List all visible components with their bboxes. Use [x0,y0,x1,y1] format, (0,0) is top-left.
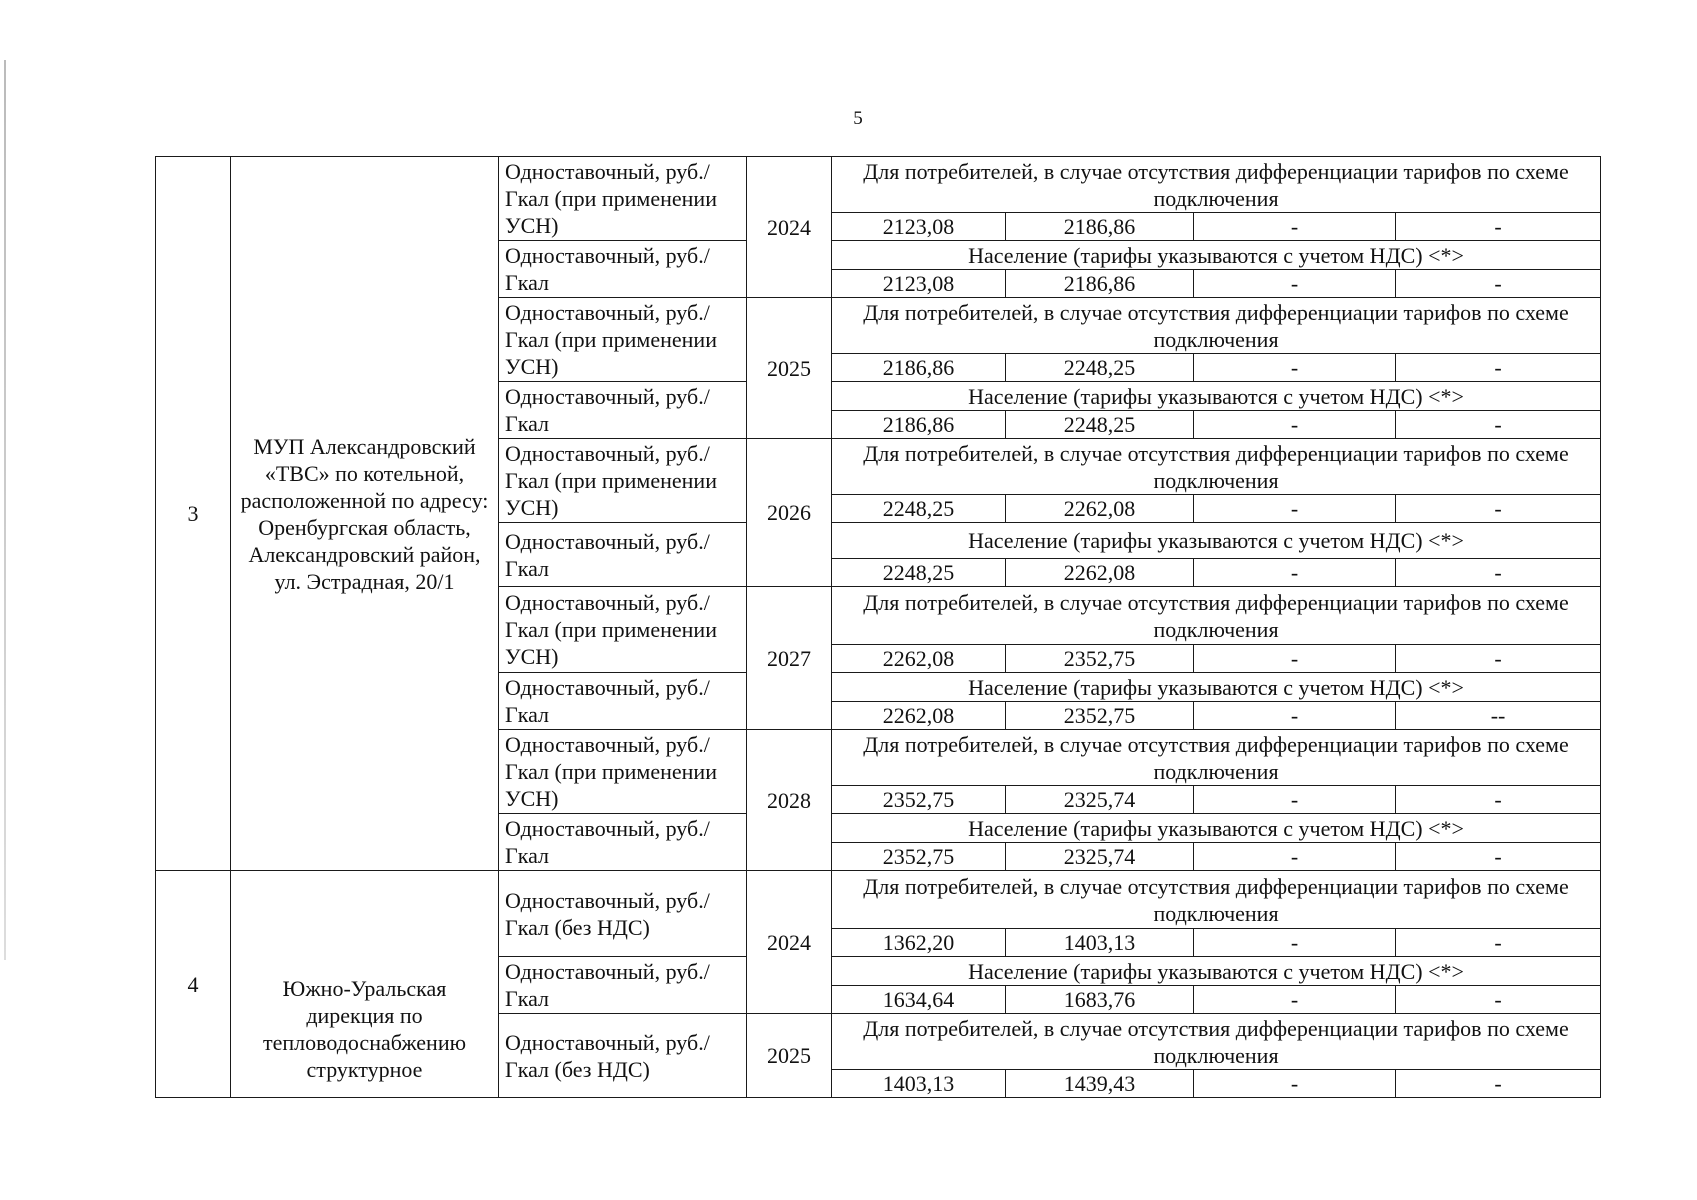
tariff-value: - [1396,645,1601,673]
tariff-value: - [1396,843,1601,871]
tariff-value: 1683,76 [1006,986,1194,1014]
tariff-value: 2262,08 [832,702,1006,730]
population-header: Население (тарифы указываются с учетом НДС) <*> [832,673,1601,702]
tariff-value: - [1396,213,1601,241]
tariff-kind: Одноставочный, руб./Гкал (при применении УСН) [499,157,747,241]
consumer-header: Для потребителей, в случае отсутствия дифференциации тарифов по схеме подключения [832,298,1601,354]
tariff-table [155,156,1601,1098]
population-header: Население (тарифы указываются с учетом НДС) <*> [832,523,1601,559]
tariff-value: 2262,08 [1006,495,1194,523]
tariff-value: 2123,08 [832,213,1006,241]
organization-name [231,871,499,1098]
consumer-header: Для потребителей, в случае отсутствия дифференциации тарифов по схеме подключения [832,157,1601,213]
tariff-value: - [1194,986,1396,1014]
tariff-kind: Одноставочный, руб./Гкал (без НДС) [499,1014,747,1098]
tariff-year: 2024 [747,157,832,298]
organization-name-text: Южно-Уральская дирекция по тепловодоснабжению структурное [262,976,467,1082]
population-header: Население (тарифы указываются с учетом НДС) <*> [832,241,1601,270]
tariff-value: - [1194,495,1396,523]
tariff-kind: Одноставочный, руб./Гкал [499,814,747,871]
tariff-value: - [1194,411,1396,439]
tariff-value: - [1194,1070,1396,1098]
tariff-year: 2024 [747,871,832,1014]
tariff-value: 2123,08 [832,270,1006,298]
tariff-value: - [1396,495,1601,523]
tariff-value: - [1194,929,1396,957]
tariff-value: -- [1396,702,1601,730]
tariff-value: - [1396,411,1601,439]
tariff-year: 2025 [747,298,832,439]
tariff-kind: Одноставочный, руб./Гкал (при применении УСН) [499,730,747,814]
tariff-value: - [1194,270,1396,298]
tariff-value: 2352,75 [832,786,1006,814]
table-row [156,157,1601,213]
tariff-kind: Одноставочный, руб./Гкал (при применении УСН) [499,439,747,523]
organization-name: МУП Александровский «ТВС» по котельной, расположенной по адресу: Оренбургская область, Александровский район, ул. Эстрадная, 20/1 [231,157,499,871]
tariff-value: - [1194,213,1396,241]
population-header: Население (тарифы указываются с учетом НДС) <*> [832,957,1601,986]
tariff-value: 2186,86 [1006,270,1194,298]
population-header: Население (тарифы указываются с учетом НДС) <*> [832,814,1601,843]
tariff-kind: Одноставочный, руб./Гкал (при применении УСН) [499,298,747,382]
tariff-value: 2352,75 [832,843,1006,871]
tariff-value: 2186,86 [1006,213,1194,241]
tariff-value: 1403,13 [1006,929,1194,957]
population-header: Население (тарифы указываются с учетом НДС) <*> [832,382,1601,411]
tariff-value: - [1194,354,1396,382]
tariff-kind: Одноставочный, руб./Гкал [499,957,747,1014]
tariff-value: - [1396,786,1601,814]
tariff-year: 2026 [747,439,832,587]
tariff-year: 2027 [747,587,832,730]
tariff-value: 1403,13 [832,1070,1006,1098]
tariff-value: 2352,75 [1006,645,1194,673]
tariff-value: - [1396,1070,1601,1098]
tariff-value: 2248,25 [1006,411,1194,439]
consumer-header: Для потребителей, в случае отсутствия дифференциации тарифов по схеме подключения [832,730,1601,786]
tariff-value: 2248,25 [1006,354,1194,382]
scan-edge [4,60,6,960]
tariff-kind: Одноставочный, руб./Гкал [499,382,747,439]
tariff-value: - [1194,843,1396,871]
tariff-kind: Одноставочный, руб./Гкал [499,523,747,587]
tariff-value: 2248,25 [832,495,1006,523]
tariff-value: - [1194,786,1396,814]
tariff-value: 2186,86 [832,354,1006,382]
consumer-header: Для потребителей, в случае отсутствия дифференциации тарифов по схеме подключения [832,439,1601,495]
tariff-value: - [1194,702,1396,730]
tariff-value: 1439,43 [1006,1070,1194,1098]
tariff-year: 2025 [747,1014,832,1098]
tariff-kind: Одноставочный, руб./Гкал (без НДС) [499,871,747,957]
consumer-header: Для потребителей, в случае отсутствия дифференциации тарифов по схеме подключения [832,1014,1601,1070]
tariff-value: 2262,08 [1006,559,1194,587]
tariff-value: - [1396,929,1601,957]
tariff-value: 1362,20 [832,929,1006,957]
tariff-value: 2186,86 [832,411,1006,439]
consumer-header: Для потребителей, в случае отсутствия дифференциации тарифов по схеме подключения [832,871,1601,929]
tariff-value: - [1194,645,1396,673]
tariff-value: 2262,08 [832,645,1006,673]
consumer-header: Для потребителей, в случае отсутствия дифференциации тарифов по схеме подключения [832,587,1601,645]
tariff-value: - [1396,270,1601,298]
entry-number: 4 [156,871,231,1098]
tariff-value: 2325,74 [1006,786,1194,814]
tariff-value: 2352,75 [1006,702,1194,730]
tariff-kind: Одноставочный, руб./Гкал [499,241,747,298]
tariff-kind: Одноставочный, руб./Гкал (при применении УСН) [499,587,747,673]
tariff-value: 1634,64 [832,986,1006,1014]
tariff-value: 2248,25 [832,559,1006,587]
tariff-kind: Одноставочный, руб./Гкал [499,673,747,730]
tariff-value: - [1396,354,1601,382]
tariff-value: 2325,74 [1006,843,1194,871]
tariff-year: 2028 [747,730,832,871]
table-row [156,871,1601,929]
tariff-value: - [1194,559,1396,587]
tariff-value: - [1396,986,1601,1014]
entry-number: 3 [156,157,231,871]
page-number: 5 [853,108,863,129]
tariff-value: - [1396,559,1601,587]
